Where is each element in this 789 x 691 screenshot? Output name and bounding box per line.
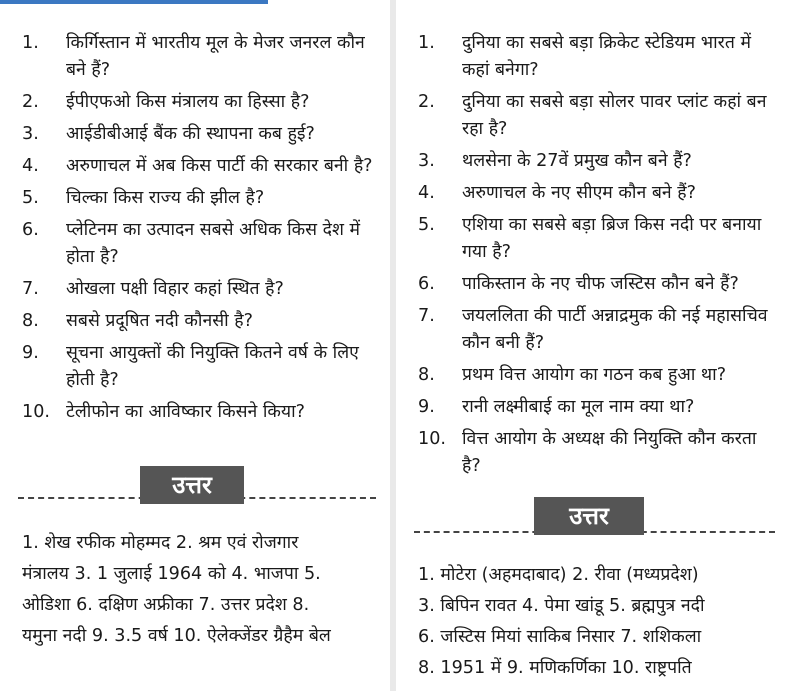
answer-line: 8. 1951 में 9. मणिकर्णिका 10. राष्ट्रपति (418, 658, 692, 678)
question-item (396, 30, 789, 84)
question-item (0, 276, 390, 303)
question-item (0, 30, 390, 84)
question-number: 7. (22, 279, 39, 299)
question-number: 10. (22, 402, 50, 422)
question-text: थलसेना के 27वें प्रमुख कौन बने हैं? (462, 151, 692, 171)
question-text: प्लेटिनम का उत्पादन सबसे अधिक किस देश में होता है? (66, 220, 361, 267)
question-item (396, 303, 789, 357)
top-accent-rule (0, 0, 268, 4)
question-text: प्रथम वित्त आयोग का गठन कब हुआ था? (462, 365, 727, 385)
question-item (0, 308, 390, 335)
answer-line: यमुना नदी 9. 3.5 वर्ष 10. ऐलेक्जेंडर ग्रैहैम बेल (22, 626, 331, 646)
answer-line: 1. शेख रफीक मोहम्मद 2. श्रम एवं रोजगार (22, 533, 299, 553)
question-text: ईपीएफओ किस मंत्रालय का हिस्सा है? (66, 92, 310, 112)
right-answer-block (418, 560, 777, 684)
right-quiz-column (396, 0, 789, 691)
question-text: सबसे प्रदूषित नदी कौनसी है? (66, 311, 253, 331)
question-text: किर्गिस्तान में भारतीय मूल के मेजर जनरल कौन बने हैं? (66, 33, 365, 80)
question-number: 8. (418, 365, 435, 385)
question-item (396, 426, 789, 480)
question-number: 8. (22, 311, 39, 331)
question-text: एशिया का सबसे बड़ा ब्रिज किस नदी पर बनाया गया है? (462, 215, 762, 262)
question-item (0, 153, 390, 180)
question-number: 7. (418, 306, 435, 326)
question-text: अरुणाचल में अब किस पार्टी की सरकार बनी है? (66, 156, 373, 176)
question-item (396, 362, 789, 389)
question-text: टेलीफोन का आविष्कार किसने किया? (66, 402, 306, 422)
question-item (0, 185, 390, 212)
question-text: अरुणाचल के नए सीएम कौन बने हैं? (462, 183, 696, 203)
question-number: 10. (418, 429, 446, 449)
question-number: 6. (418, 274, 435, 294)
question-item (0, 399, 390, 426)
answer-line: ओडिशा 6. दक्षिण अफ्रीका 7. उत्तर प्रदेश 8. (22, 595, 310, 615)
question-number: 6. (22, 220, 39, 240)
answer-line: 1. मोटेरा (अहमदाबाद) 2. रीवा (मध्यप्रदेश) (418, 565, 699, 585)
question-item (396, 212, 789, 266)
question-number: 3. (22, 124, 39, 144)
left-question-list (0, 30, 390, 431)
question-number: 2. (22, 92, 39, 112)
question-item (396, 180, 789, 207)
question-number: 5. (418, 215, 435, 235)
question-number: 9. (22, 343, 39, 363)
question-text: आईडीबीआई बैंक की स्थापना कब हुई? (66, 124, 315, 144)
question-number: 2. (418, 92, 435, 112)
question-item (396, 394, 789, 421)
answer-line: 6. जस्टिस मियां साकिब निसार 7. शशिकला (418, 627, 702, 647)
question-number: 9. (418, 397, 435, 417)
question-item (0, 340, 390, 394)
question-number: 1. (418, 33, 435, 53)
question-text: सूचना आयुक्तों की नियुक्ति कितने वर्ष के लिए होती है? (66, 343, 359, 390)
question-text: रानी लक्ष्मीबाई का मूल नाम क्या था? (462, 397, 695, 417)
question-text: दुनिया का सबसे बड़ा क्रिकेट स्टेडियम भारत में कहां बनेगा? (462, 33, 752, 80)
question-item (396, 89, 789, 143)
question-number: 3. (418, 151, 435, 171)
left-answer-block (22, 528, 372, 652)
question-text: ओखला पक्षी विहार कहां स्थित है? (66, 279, 284, 299)
question-item (0, 121, 390, 148)
answer-line: मंत्रालय 3. 1 जुलाई 1964 को 4. भाजपा 5. (22, 564, 321, 584)
answer-heading: उत्तर (140, 466, 244, 504)
question-number: 1. (22, 33, 39, 53)
question-text: पाकिस्तान के नए चीफ जस्टिस कौन बने हैं? (462, 274, 739, 294)
question-text: वित्त आयोग के अध्यक्ष की नियुक्ति कौन करता है? (462, 429, 757, 476)
question-text: चिल्का किस राज्य की झील है? (66, 188, 265, 208)
question-number: 4. (418, 183, 435, 203)
question-number: 4. (22, 156, 39, 176)
question-number: 5. (22, 188, 39, 208)
answer-line: 3. बिपिन रावत 4. पेमा खांडू 5. ब्रह्मपुत्र नदी (418, 596, 705, 616)
question-item (0, 217, 390, 271)
question-item (396, 271, 789, 298)
question-text: दुनिया का सबसे बड़ा सोलर पावर प्लांट कहां बन रहा है? (462, 92, 767, 139)
question-text: जयललिता की पार्टी अन्नाद्रमुक की नई महासचिव कौन बनी हैं? (462, 306, 768, 353)
question-item (0, 89, 390, 116)
question-item (396, 148, 789, 175)
left-quiz-column (0, 0, 390, 691)
right-question-list (396, 30, 789, 485)
answer-heading: उत्तर (534, 497, 644, 535)
